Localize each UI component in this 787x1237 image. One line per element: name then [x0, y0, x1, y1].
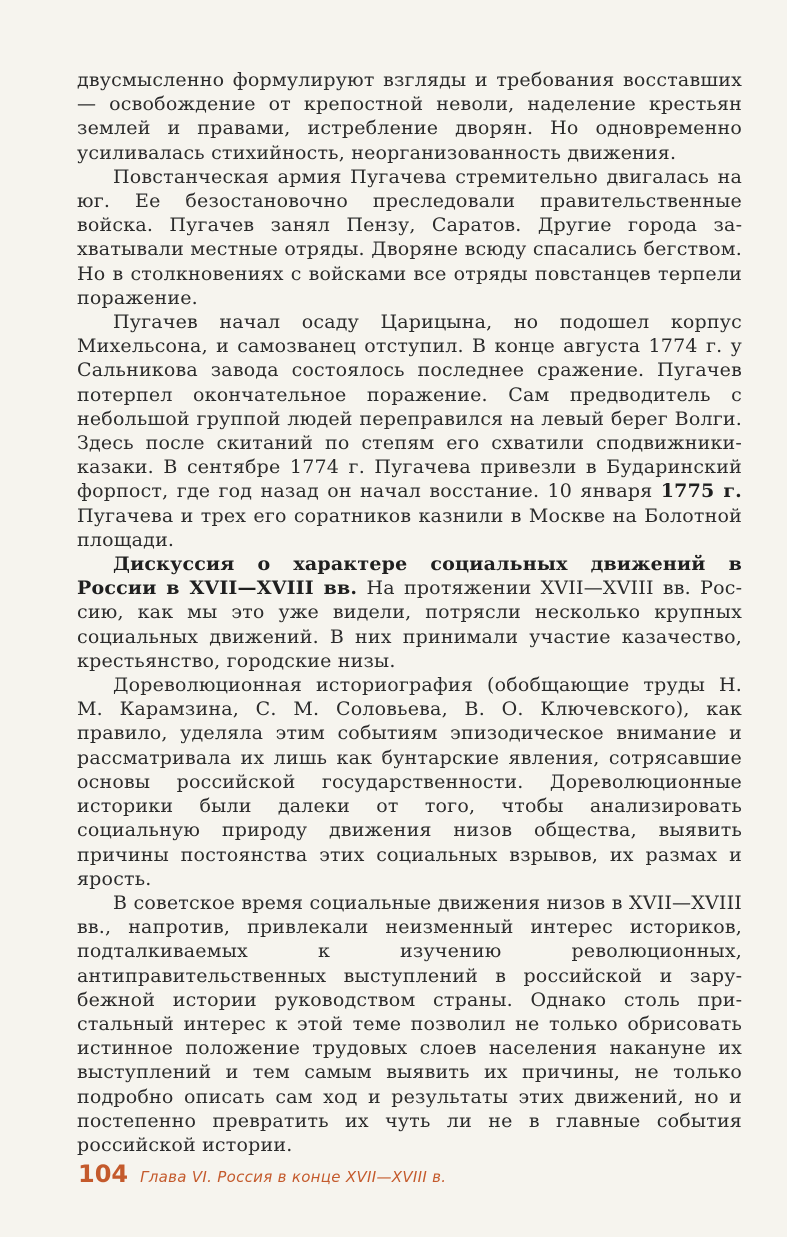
page-footer	[78, 1160, 446, 1188]
running-chapter-title: Глава VI. Россия в конце XVII—XVIII в.	[140, 1168, 447, 1186]
paragraph-6	[77, 891, 742, 1157]
paragraph-2	[77, 165, 742, 310]
page-number: 104	[78, 1160, 129, 1188]
paragraph-5-text: Дореволюционная историография (обобщающие труды Н. М. Карамзина, С. М. Соловьева, В. О. Ключевского), как правило, уделяла этим событиям эпизодическое внимание и рассматривала их лишь как бунтарские явления, сотрясавшие основы российской государственности. Дореволюционные историки были далеки от того, чтобы анализировать социальную природу движения низов общества, выявить причины постоянства этих социальных взрывов, их размах и ярость.	[77, 674, 742, 890]
paragraph-3-bold-date: 1775 г.	[660, 480, 743, 503]
paragraph-3	[77, 310, 742, 552]
paragraph-2-text: Повстанческая армия Пугачева стремительно двигалась на юг. Ее безостановочно преследовали правительственные войска. Пугачев занял Пензу, Саратов. Другие города захватывали местные отряды. Дворяне всюду спасались бегством. Но в столкновениях с войсками все отряды повстанцев терпели поражение.	[77, 165, 742, 309]
section-heading: Дискуссия о характере социальных движений в России в XVII—XVIII вв.	[77, 553, 742, 600]
paragraph-3-text-end: Пугачева и трех его соратников казнили в Москве на Болотной площади.	[77, 504, 742, 551]
paragraph-1	[77, 68, 742, 165]
paragraph-5	[77, 673, 742, 891]
paragraph-6-text: В советское время социальные движения низов в XVII—XVIII вв., напротив, привлекали неизменный интерес историков, подталкиваемых к изучению революционных, антиправительственных выступлений в российской и зарубежной истории руководством страны. Однако столь пристальный интерес к этой теме позволил не только обрисовать истинное положение трудовых слоев населения накануне их выступлений и тем самым выявить их причины, не только подробно описать сам ход и результаты этих движений, но и постепенно превратить их чуть ли не в главные события российской истории.	[77, 891, 742, 1156]
paragraph-3-text: Пугачев начал осаду Царицына, но подошел корпус Михельсона, и самозванец отступил. В конце августа 1774 г. у Сальникова завода состоялось последнее сражение. Пугачев потерпел окончательное поражение. Сам предводитель с небольшой группой людей переправился на левый берег Волги. Здесь после скитаний по степям его схватили сподвижники-казаки. В сентябре 1774 г. Пугачева привезли в Бударинский форпост, где год назад он начал восстание. 10 января	[77, 311, 742, 503]
paragraph-4	[77, 552, 742, 673]
paragraph-4-text: На протяжении XVII—XVIII вв. Россию, как мы это уже видели, потрясли несколько крупных социальных движений. В них принимали участие казачество, крестьянство, городские низы.	[77, 577, 742, 672]
paragraph-1-text: двусмысленно формулируют взгляды и требования восставших — освобождение от крепостной неволи, наделение крестьян землей и правами, истребление дворян. Но одновременно усиливалась стихийность, неорганизованность движения.	[77, 69, 742, 164]
page-body	[77, 68, 742, 1157]
